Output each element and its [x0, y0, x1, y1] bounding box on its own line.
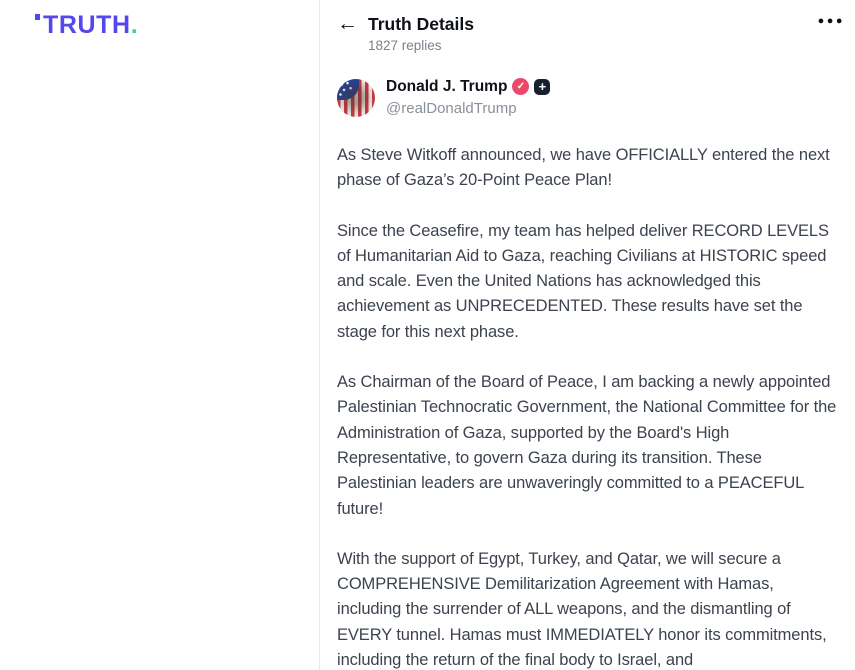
avatar[interactable] [337, 79, 375, 117]
plus-badge-button[interactable] [534, 79, 550, 95]
post-paragraph: With the support of Egypt, Turkey, and Qatar, we will secure a COMPREHENSIVE Demilitarization Agreement with Hamas, including the surrender of ALL weapons, and the dismantling of EVERY tunnel. Hamas must IMMEDIATELY honor its commitments, including the return of the final body to Israel, and [337, 549, 827, 670]
logo-notch-icon [35, 14, 40, 20]
post [337, 77, 847, 670]
back-arrow-icon: ← [337, 12, 358, 35]
back-button[interactable] [337, 13, 358, 35]
post-paragraph: Since the Ceasefire, my team has helped deliver RECORD LEVELS of Humanitarian Aid to Gaza, reaching Civilians at HISTORIC speed and scale. Even the United Nations has acknowledged this achievement as UNPRECEDENTED. These results have set the stage for this next phase. [337, 221, 829, 341]
left-sidebar [0, 0, 320, 670]
logo-text: TRUTH [43, 11, 131, 39]
page-title: Truth Details [368, 14, 474, 34]
ellipsis-icon: ●●● [817, 15, 845, 27]
post-paragraph: As Steve Witkoff announced, we have OFFICIALLY entered the next phase of Gaza’s 20-Point Peace Plan! [337, 146, 830, 190]
author-block [386, 77, 550, 118]
detail-header [337, 13, 847, 54]
verified-badge-icon [512, 78, 529, 95]
truth-logo[interactable] [35, 13, 138, 38]
more-options-button[interactable] [818, 15, 845, 27]
post-paragraph: As Chairman of the Board of Peace, I am backing a newly appointed Palestinian Technocratic Government, the National Committee for the Administration of Gaza, supported by the Board's High Representative, to govern Gaza during its transition. These Palestinian leaders are unwaveringly committed to a PEACEFUL future! [337, 373, 837, 518]
author-name[interactable]: Donald J. Trump [386, 78, 508, 95]
post-header [337, 77, 847, 118]
main-column [320, 0, 855, 670]
author-name-row [386, 77, 550, 96]
replies-count: 1827 replies [368, 38, 442, 53]
logo-dot: . [130, 11, 139, 39]
header-titles [368, 13, 474, 54]
author-handle[interactable]: @realDonaldTrump [386, 100, 517, 117]
post-body [337, 143, 847, 670]
plus-icon: + [538, 79, 547, 94]
check-icon: ✓ [516, 81, 526, 92]
